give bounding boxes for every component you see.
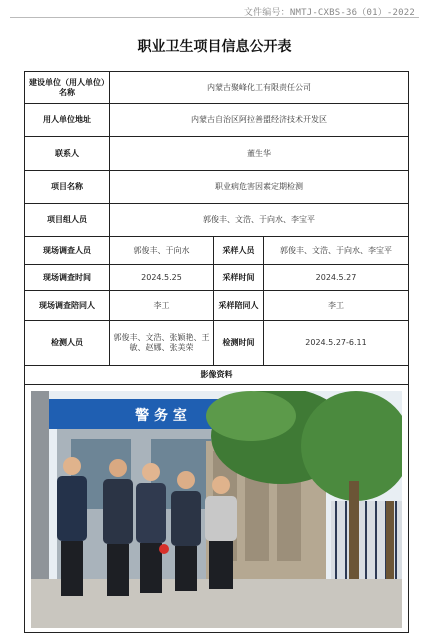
- testing-time-label: 检测时间: [214, 321, 264, 366]
- team-members-value: 郭俊丰、文浩、于向水、李宝平: [110, 204, 409, 237]
- table-row: [25, 204, 409, 237]
- sampling-staff-value: 郭俊丰、文浩、于向水、李宝平: [264, 237, 409, 265]
- table-row: [25, 237, 409, 265]
- guard-room-sign: 警 务 室: [135, 408, 187, 424]
- unit-address-value: 内蒙古自治区阿拉善盟经济技术开发区: [110, 104, 409, 137]
- survey-time-label: 现场调查时间: [25, 265, 110, 291]
- survey-escort-value: 李工: [110, 291, 214, 321]
- contact-label: 联系人: [25, 137, 110, 171]
- testing-staff-value: 郭俊丰、文浩、张颖艳、王敏、赵娜、张美荣: [110, 321, 214, 366]
- header-rule: [10, 17, 419, 18]
- testing-time-value: 2024.5.27-6.11: [264, 321, 409, 366]
- table-row: [25, 171, 409, 204]
- testing-staff-label: 检测人员: [25, 321, 110, 366]
- construction-unit-value: 内蒙古聚峰化工有限责任公司: [110, 72, 409, 104]
- table-row: [25, 72, 409, 104]
- document-number: 文件编号：NMTJ-CXBS-36（01）-2022: [243, 8, 415, 18]
- table-row: [25, 366, 409, 385]
- page-title: 职业卫生项目信息公开表: [137, 39, 292, 55]
- survey-time-value: 2024.5.25: [110, 265, 214, 291]
- table-row: [25, 104, 409, 137]
- sampling-time-value: 2024.5.27: [264, 265, 409, 291]
- table-row: [25, 321, 409, 366]
- survey-staff-value: 郭俊丰、于向水: [110, 237, 214, 265]
- team-members-label: 项目组人员: [25, 204, 110, 237]
- info-table: [24, 71, 409, 633]
- photo-cell: [25, 385, 409, 633]
- image-section-header: 影像资料: [25, 366, 409, 385]
- construction-unit-label: 建设单位（用人单位）名称: [25, 72, 110, 104]
- table-row: [25, 385, 409, 633]
- site-photo: [31, 391, 402, 628]
- table-row: [25, 265, 409, 291]
- table-row: [25, 137, 409, 171]
- survey-escort-label: 现场调查陪同人: [25, 291, 110, 321]
- unit-address-label: 用人单位地址: [25, 104, 110, 137]
- site-photo-illustration: [31, 391, 402, 628]
- table-row: [25, 291, 409, 321]
- sampling-time-label: 采样时间: [214, 265, 264, 291]
- sampling-staff-label: 采样人员: [214, 237, 264, 265]
- sampling-escort-label: 采样陪同人: [214, 291, 264, 321]
- sampling-escort-value: 李工: [264, 291, 409, 321]
- survey-staff-label: 现场调查人员: [25, 237, 110, 265]
- contact-value: 董生华: [110, 137, 409, 171]
- project-name-label: 项目名称: [25, 171, 110, 204]
- project-name-value: 职业病危害因素定期检测: [110, 171, 409, 204]
